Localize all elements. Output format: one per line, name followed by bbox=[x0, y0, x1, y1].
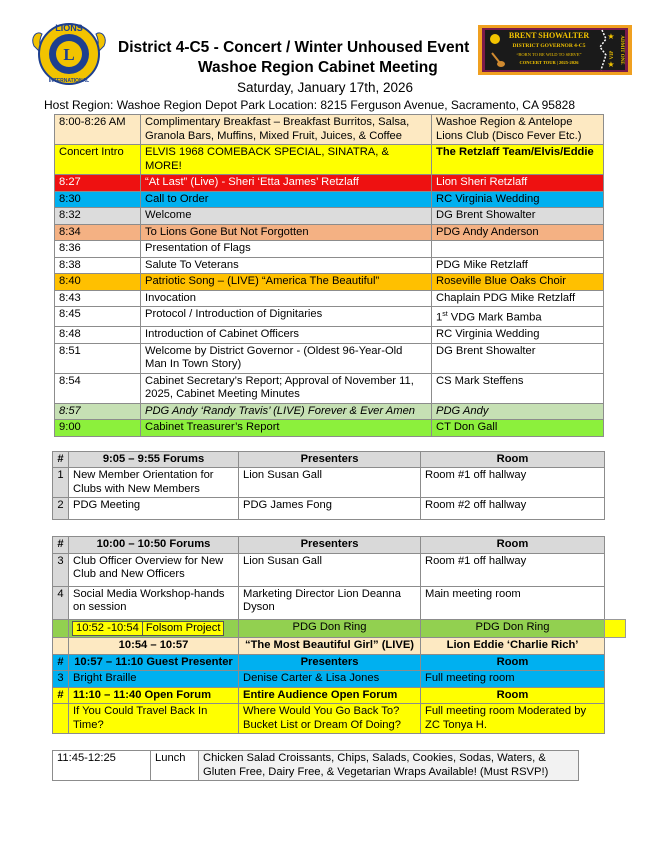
col-header-room: Room bbox=[421, 654, 605, 671]
agenda-time: 8:27 bbox=[55, 175, 141, 192]
song-row bbox=[53, 638, 605, 655]
ticket-role: DISTRICT GOVERNOR 4-C5 bbox=[512, 43, 586, 49]
agenda-row bbox=[55, 115, 604, 145]
agenda-row bbox=[55, 307, 604, 327]
agenda-item: To Lions Gone But Not Forgotten bbox=[141, 224, 432, 241]
table-row bbox=[53, 586, 605, 619]
agenda-row bbox=[55, 175, 604, 192]
row-topic: Bright Braille bbox=[69, 671, 239, 688]
agenda-row bbox=[55, 420, 604, 437]
agenda-row bbox=[55, 257, 604, 274]
guest-header-title: 10:57 – 11:10 Guest Presenter bbox=[69, 654, 239, 671]
logo-bottom-text: INTERNATIONAL bbox=[48, 78, 90, 84]
forums-table-1 bbox=[52, 451, 605, 521]
lunch-row bbox=[53, 751, 579, 781]
agenda-row bbox=[55, 373, 604, 403]
song-performer: Lion Eddie ‘Charlie Rich’ bbox=[421, 638, 605, 655]
agenda-item: Salute To Veterans bbox=[141, 257, 432, 274]
row-num: 1 bbox=[53, 468, 69, 498]
ticket-vip: VIP bbox=[610, 50, 615, 60]
col-header-num: # bbox=[53, 687, 69, 704]
row-room: Full meeting room bbox=[421, 671, 605, 688]
col-header-num: # bbox=[53, 654, 69, 671]
table-row bbox=[53, 468, 605, 498]
row-num: 3 bbox=[53, 553, 69, 586]
forums-table-2 bbox=[52, 536, 605, 734]
lunch-table bbox=[52, 750, 579, 781]
row-topic: If You Could Travel Back In Time? bbox=[69, 704, 239, 734]
agenda-time: 8:48 bbox=[55, 327, 141, 344]
col-header-num: # bbox=[53, 537, 69, 554]
row-presenter: Marketing Director Lion Deanna Dyson bbox=[239, 586, 421, 619]
agenda-item: Welcome bbox=[141, 208, 432, 225]
agenda-item: Presentation of Flags bbox=[141, 241, 432, 258]
agenda-presenter: The Retzlaff Team/Elvis/Eddie bbox=[432, 145, 604, 175]
row-presenter: Lion Susan Gall bbox=[239, 553, 421, 586]
agenda-time: 9:00 bbox=[55, 420, 141, 437]
agenda-time: 8:45 bbox=[55, 307, 141, 327]
row-room: Full meeting room Moderated by ZC Tonya H. bbox=[421, 704, 605, 734]
page-subtitle: Washoe Region Cabinet Meeting bbox=[198, 59, 438, 76]
agenda-time: 8:51 bbox=[55, 343, 141, 373]
open-forum-header-row bbox=[53, 687, 605, 704]
ticket-admit: ADMIT ONE bbox=[619, 35, 624, 65]
row-topic: Club Officer Overview for New Club and New Officers bbox=[69, 553, 239, 586]
agenda-item: ELVIS 1968 COMEBACK SPECIAL, SINATRA, & MORE! bbox=[141, 145, 432, 175]
agenda-time: Concert Intro bbox=[55, 145, 141, 175]
agenda-presenter: DG Brent Showalter bbox=[432, 343, 604, 373]
agenda-presenter: RC Virginia Wedding bbox=[432, 327, 604, 344]
page-header bbox=[0, 0, 650, 113]
row-topic: PDG Meeting bbox=[69, 498, 239, 520]
table-row bbox=[53, 671, 605, 688]
col-header-room: Room bbox=[421, 451, 605, 468]
agenda-item: Welcome by District Governor - (Oldest 96-Year-Old Man In Town Story) bbox=[141, 343, 432, 373]
row-num: 4 bbox=[53, 586, 69, 619]
open-forum-title: 11:10 – 11:40 Open Forum bbox=[69, 687, 239, 704]
lunch-label: Lunch bbox=[151, 751, 199, 781]
agenda-item: Cabinet Treasurer’s Report bbox=[141, 420, 432, 437]
open-forum-empty-cell bbox=[53, 704, 69, 734]
agenda-presenter: Roseville Blue Oaks Choir bbox=[432, 274, 604, 291]
agenda-time: 8:40 bbox=[55, 274, 141, 291]
logo-letter: L bbox=[63, 45, 75, 64]
agenda-presenter: Chaplain PDG Mike Retzlaff bbox=[432, 290, 604, 307]
agenda-presenter: DG Brent Showalter bbox=[432, 208, 604, 225]
host-location: Host Region: Washoe Region Depot Park Location: 8215 Ferguson Avenue, Sacramento, CA 95828 bbox=[44, 98, 575, 112]
yellow-highlight-cell bbox=[604, 619, 626, 638]
folsom-room: PDG Don Ring bbox=[421, 619, 605, 638]
agenda-presenter: Washoe Region & Antelope Lions Club (Disco Fever Etc.) bbox=[432, 115, 604, 145]
agenda-presenter-ordinal: 1 bbox=[436, 311, 443, 324]
agenda-item: Introduction of Cabinet Officers bbox=[141, 327, 432, 344]
ticket-tagline: “BORN TO BE WILD TO SERVE” bbox=[516, 52, 582, 57]
guest-header-row bbox=[53, 654, 605, 671]
forums-section-2 bbox=[0, 536, 650, 734]
agenda-time: 8:00-8:26 AM bbox=[55, 115, 141, 145]
row-num: 2 bbox=[53, 498, 69, 520]
table-row bbox=[53, 704, 605, 734]
agenda-time: 8:32 bbox=[55, 208, 141, 225]
agenda-item: Patriotic Song – (LIVE) “America The Beautiful” bbox=[141, 274, 432, 291]
page-title: District 4-C5 - Concert / Winter Unhoused Event bbox=[118, 39, 470, 56]
agenda-presenter: PDG Andy bbox=[432, 403, 604, 420]
table-row bbox=[53, 553, 605, 586]
agenda-presenter bbox=[432, 307, 604, 327]
lunch-time: 11:45-12:25 bbox=[53, 751, 151, 781]
agenda-row bbox=[55, 274, 604, 291]
agenda-presenter: RC Virginia Wedding bbox=[432, 191, 604, 208]
agenda-row bbox=[55, 191, 604, 208]
agenda-item: Complimentary Breakfast – Breakfast Burritos, Salsa, Granola Bars, Muffins, Mixed Fruit, Juices, & Coffee bbox=[141, 115, 432, 145]
agenda-presenter-name: VDG Mark Bamba bbox=[447, 311, 542, 324]
star-icon: ★ bbox=[607, 32, 615, 41]
col-header-num: # bbox=[53, 451, 69, 468]
col-header-forums: 9:05 – 9:55 Forums bbox=[69, 451, 239, 468]
agenda-item: Cabinet Secretary’s Report; Approval of November 11, 2025, Cabinet Meeting Minutes bbox=[141, 373, 432, 403]
agenda-row bbox=[55, 145, 604, 175]
table-row bbox=[53, 498, 605, 520]
row-room: Room #1 off hallway bbox=[421, 553, 605, 586]
agenda-row bbox=[55, 208, 604, 225]
row-presenter: Denise Carter & Lisa Jones bbox=[239, 671, 421, 688]
agenda-row bbox=[55, 290, 604, 307]
agenda-time: 8:43 bbox=[55, 290, 141, 307]
row-presenter: PDG James Fong bbox=[239, 498, 421, 520]
col-header-room: Room bbox=[421, 687, 605, 704]
col-header-room: Room bbox=[421, 537, 605, 554]
agenda-time: 8:38 bbox=[55, 257, 141, 274]
agenda-item: Invocation bbox=[141, 290, 432, 307]
open-forum-audience: Entire Audience Open Forum bbox=[239, 687, 421, 704]
agenda-row bbox=[55, 224, 604, 241]
agenda-presenter bbox=[432, 241, 604, 258]
song-title: “The Most Beautiful Girl” (LIVE) bbox=[239, 638, 421, 655]
agenda-table bbox=[54, 114, 604, 437]
col-header-presenters: Presenters bbox=[239, 654, 421, 671]
agenda-item: “At Last” (Live) - Sheri ‘Etta James’ Retzlaff bbox=[141, 175, 432, 192]
ticket-tour: CONCERT TOUR | 2025-2026 bbox=[519, 60, 579, 65]
agenda-presenter: CT Don Gall bbox=[432, 420, 604, 437]
song-empty-cell bbox=[53, 638, 69, 655]
folsom-presenter: PDG Don Ring bbox=[239, 619, 421, 638]
row-room: Room #2 off hallway bbox=[421, 498, 605, 520]
agenda-time: 8:57 bbox=[55, 403, 141, 420]
folsom-empty-cell bbox=[53, 619, 69, 638]
agenda-item: PDG Andy ‘Randy Travis’ (LIVE) Forever & Ever Amen bbox=[141, 403, 432, 420]
star-icon: ★ bbox=[607, 60, 615, 69]
agenda-item: Protocol / Introduction of Dignitaries bbox=[141, 307, 432, 327]
vip-ticket bbox=[478, 25, 632, 75]
row-question: Where Would You Go Back To? Bucket List or Dream Of Doing? bbox=[239, 704, 421, 734]
agenda-item: Call to Order bbox=[141, 191, 432, 208]
row-room: Room #1 off hallway bbox=[421, 468, 605, 498]
col-header-presenters: Presenters bbox=[239, 451, 421, 468]
agenda-time: 8:36 bbox=[55, 241, 141, 258]
agenda-row bbox=[55, 241, 604, 258]
agenda-row bbox=[55, 343, 604, 373]
row-topic: New Member Orientation for Clubs with New Members bbox=[69, 468, 239, 498]
agenda-time: 8:54 bbox=[55, 373, 141, 403]
row-room: Main meeting room bbox=[421, 586, 605, 619]
agenda-row bbox=[55, 327, 604, 344]
col-header-forums: 10:00 – 10:50 Forums bbox=[69, 537, 239, 554]
agenda-presenter: PDG Mike Retzlaff bbox=[432, 257, 604, 274]
col-header-presenters: Presenters bbox=[239, 537, 421, 554]
agenda-presenter: CS Mark Steffens bbox=[432, 373, 604, 403]
row-topic: Social Media Workshop-hands on session bbox=[69, 586, 239, 619]
logo-top-text: LIONS bbox=[55, 23, 83, 33]
agenda-time: 8:30 bbox=[55, 191, 141, 208]
event-date: Saturday, January 17th, 2026 bbox=[236, 80, 414, 95]
agenda-presenter-ordinal-suffix: st bbox=[442, 311, 448, 318]
agenda-time: 8:34 bbox=[55, 224, 141, 241]
agenda-presenter: PDG Andy Anderson bbox=[432, 224, 604, 241]
folsom-label-cell bbox=[69, 619, 239, 638]
lunch-menu: Chicken Salad Croissants, Chips, Salads, Cookies, Sodas, Waters, & Gluten Free, Dairy Free, & Vegetarian Wraps Available! (Must RSVP!) bbox=[199, 751, 579, 781]
row-presenter: Lion Susan Gall bbox=[239, 468, 421, 498]
row-num: 3 bbox=[53, 671, 69, 688]
agenda-row bbox=[55, 403, 604, 420]
folsom-row bbox=[53, 619, 605, 638]
song-time: 10:54 – 10:57 bbox=[69, 638, 239, 655]
folsom-time: 10:52 -10:54 bbox=[72, 621, 143, 637]
agenda-presenter: Lion Sheri Retzlaff bbox=[432, 175, 604, 192]
ticket-name: BRENT SHOWALTER bbox=[508, 31, 590, 40]
folsom-title: Folsom Project bbox=[143, 621, 225, 637]
